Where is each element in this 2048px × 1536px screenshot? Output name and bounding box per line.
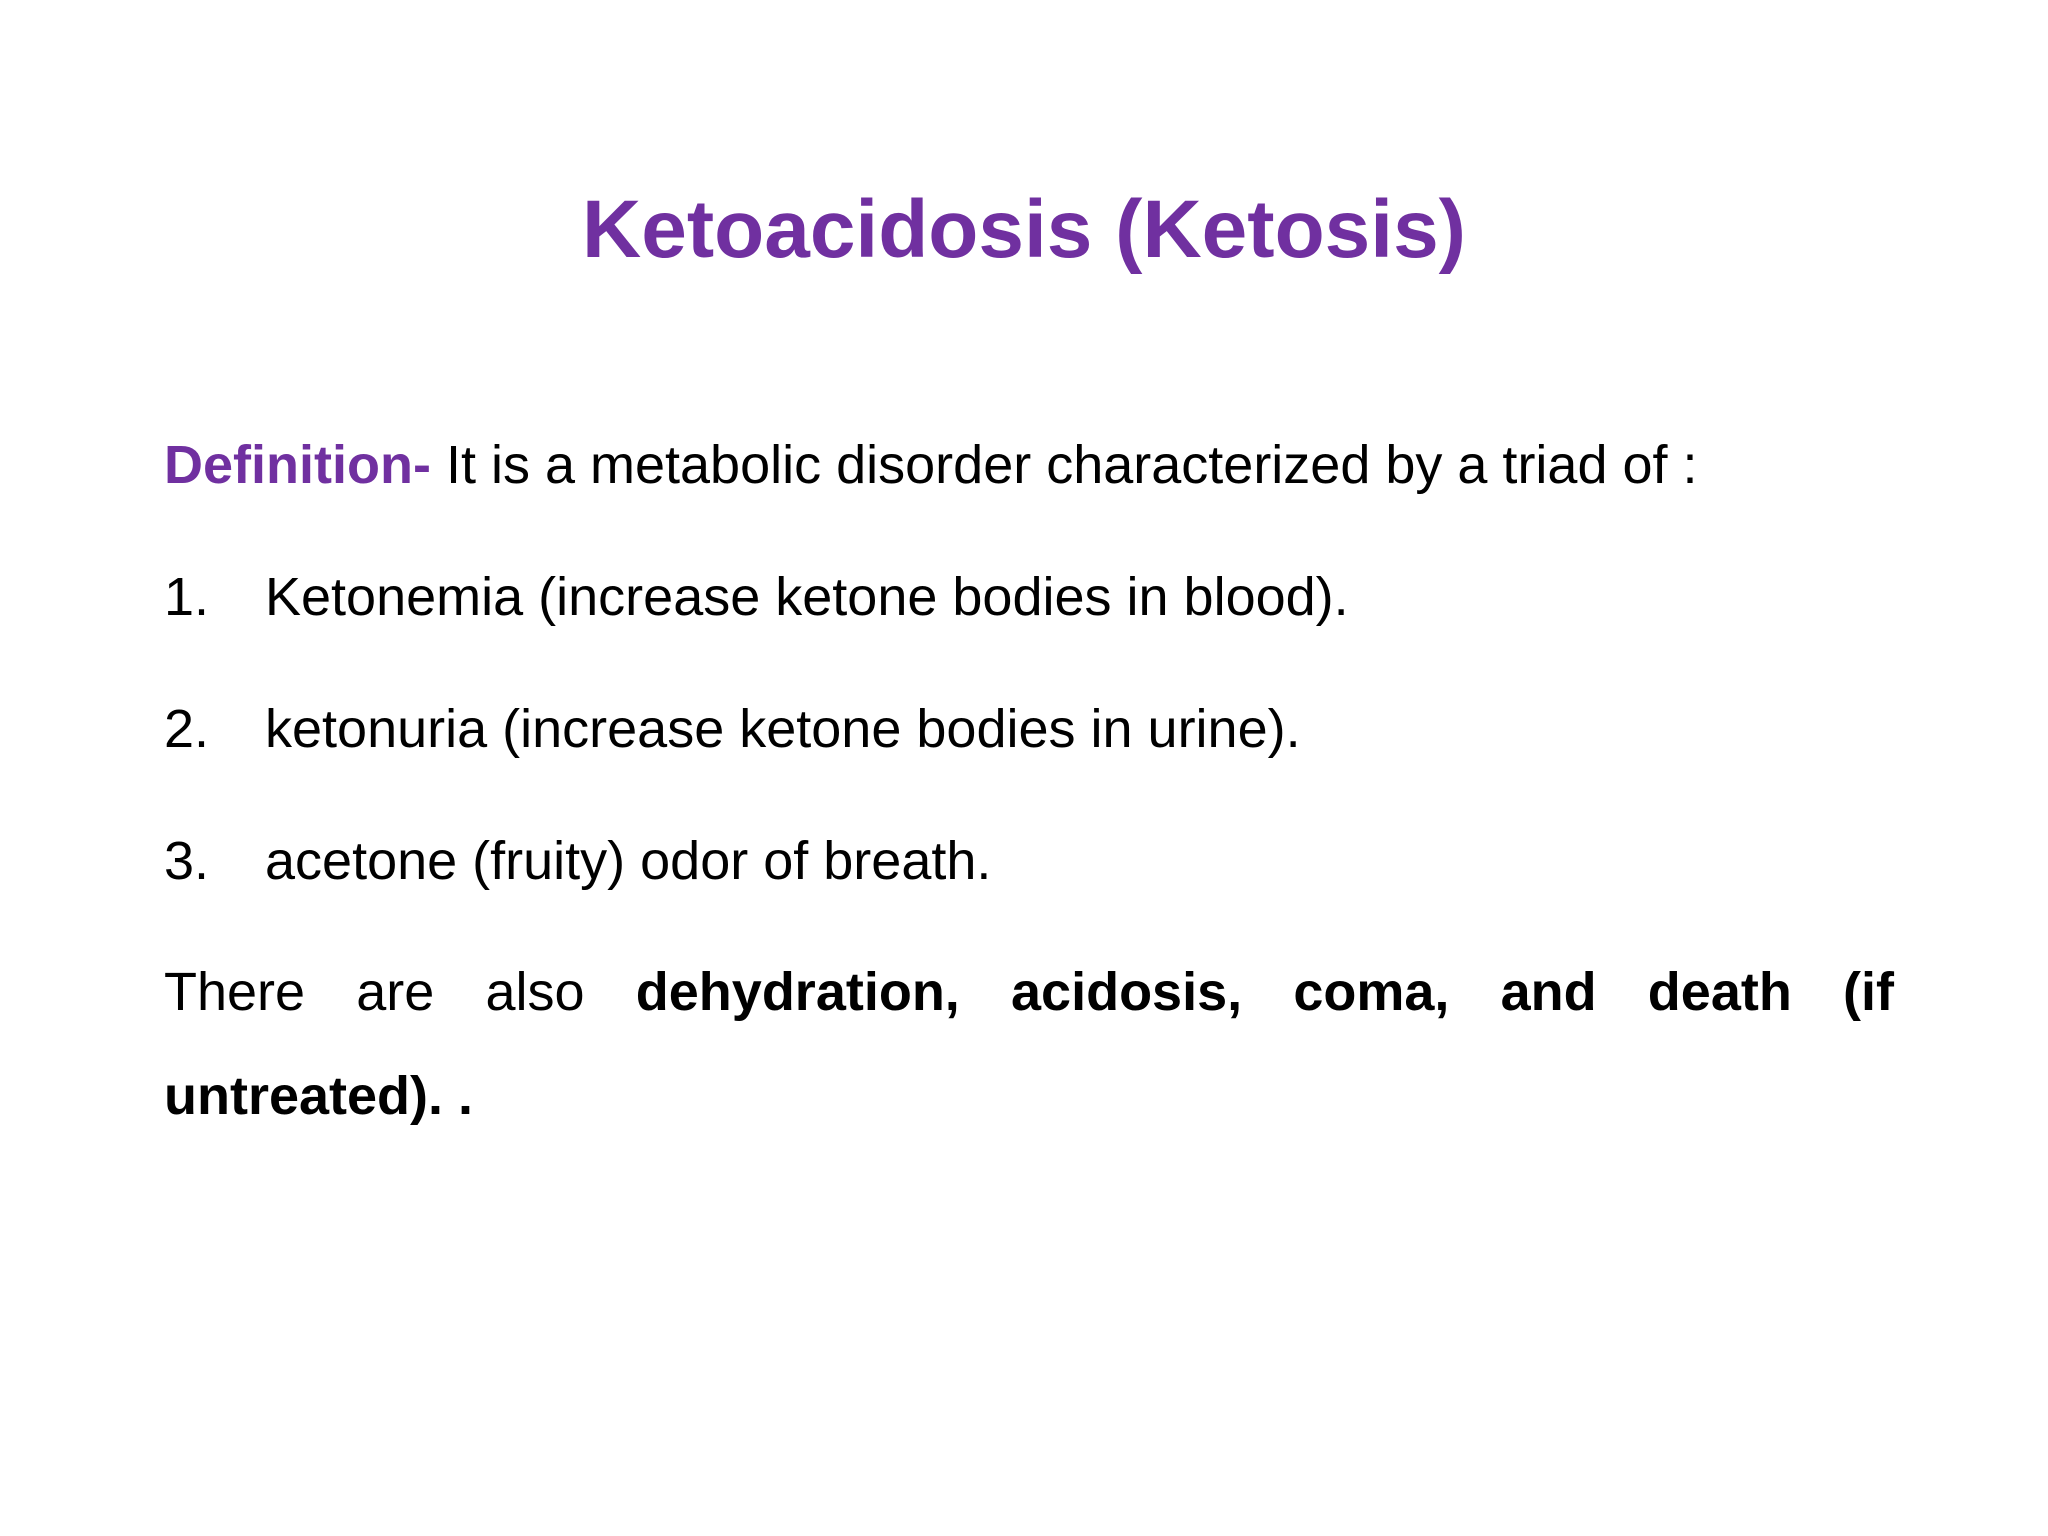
list-item-number: 1. [164, 567, 210, 627]
list-item [164, 694, 1894, 764]
definition-text: It is a metabolic disorder characterized by a triad of : [430, 435, 1698, 495]
closing-paragraph [164, 940, 1894, 1148]
list-item-text: acetone (fruity) odor of breath. [265, 831, 992, 891]
list-item-number: 2. [164, 699, 210, 759]
slide-body [164, 430, 1894, 1148]
list-item-text: Ketonemia (increase ketone bodies in blood). [265, 567, 1349, 627]
list-item [164, 562, 1894, 632]
list-item-number: 3. [164, 831, 210, 891]
definition-paragraph [164, 430, 1894, 500]
list-item [164, 826, 1894, 896]
closing-bold-text: dehydration, acidosis, coma, and death (if untreated). . [164, 962, 1894, 1126]
slide-title: Ketoacidosis (Ketosis) [582, 184, 1466, 275]
definition-label: Definition- [164, 435, 431, 495]
closing-plain-text: There are also [164, 962, 636, 1022]
list-item-text: ketonuria (increase ketone bodies in urine). [265, 699, 1301, 759]
triad-list [164, 562, 1894, 896]
